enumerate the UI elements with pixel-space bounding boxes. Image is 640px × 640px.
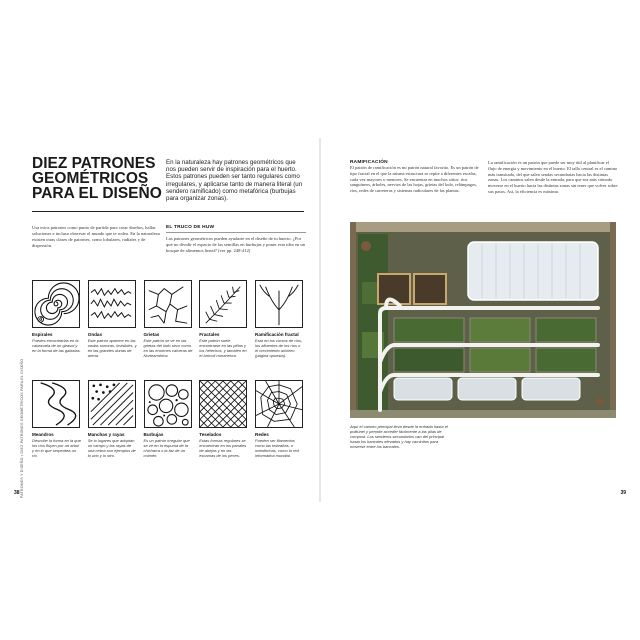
photo-caption: Aquí el camino principal lleva desde la entrada hasta el politúnel y permite acceder fácilmente a las pilas de compost. Los senderos secundarios van del principal hasta los bancales elevados y hay caminitos para moverse entre los bancales. <box>350 424 448 449</box>
section-heading: RAMIFICACIÓN <box>350 160 388 165</box>
title-line: GEOMÉTRICOS <box>32 170 149 187</box>
title-divider <box>32 211 304 212</box>
pattern-name: Fractales <box>199 332 220 337</box>
right-page <box>320 138 626 502</box>
pattern-name: Manchas y rayas <box>87 432 125 437</box>
fractal-fern-pattern-icon <box>199 280 247 328</box>
pattern-name: Burbujas <box>143 432 164 437</box>
meander-pattern-icon <box>32 380 80 428</box>
intro-paragraph: En la naturaleza hay patrones geométricos que nos pueden servir de inspiración para el huerto. Estos patrones pueden ser tanto regulares como irregulares, y aplicarse tanto de manera literal (un sendero ramificado) como metafórica (burbujas para organizar zonas). <box>166 159 303 203</box>
pattern-name: Meandros <box>32 432 54 437</box>
pattern-tile-waves <box>88 280 137 358</box>
section-body: El patrón de ramificación es mi patrón natural favorito. Es un patrón de tipo fractal en el que la misma estructura se repite a diferentes escalas, cada vez mayores o menores. Se encuentra en muchos sitios: ríos sanguíneos, árboles, nervios de las hojas, grietas del lodo, relámpagos, ríos, redes de carreteras y sistemas radiculares de las plantas. <box>350 165 479 194</box>
pattern-name: Espirales <box>32 332 53 337</box>
pattern-description: Se lo lugares que adoptan un campo y las rayas de una cebra son ejemplos de lo uno y lo otro. <box>87 438 136 458</box>
branching-column <box>350 160 480 194</box>
pattern-description: Este patrón aparece en las ondas sonoras, invisibles, y en las grandes dunas de arena. <box>87 338 137 358</box>
pattern-description: Puedes encontrarlas en la cabezuela de un girasol y en la forma de las galaxias. <box>32 338 81 353</box>
left-page <box>14 138 320 502</box>
lede-paragraph: Usa estos patrones como punto de partida para crear diseños, hallar soluciones e incluso observar el mundo que te rodea. En la naturaleza existen otras clases de patrones, como lobulares, radiales y de dispersión. <box>32 225 160 248</box>
title-line: PARA EL DISEÑO <box>32 185 162 202</box>
title-line: DIEZ PATRONES <box>32 155 156 172</box>
pattern-name: Grietas <box>143 332 160 337</box>
garden-aerial-photo <box>350 222 616 418</box>
spiral-pattern-icon <box>32 280 80 328</box>
pattern-tile-spots-stripes <box>88 380 137 458</box>
pattern-description: Este patrón suele encontrarse en las piñas y los helechos, y también en el brócoli romanesco. <box>199 338 247 358</box>
pattern-tile-branching <box>255 280 304 358</box>
pattern-description: Pueden ser filamentos como las telarañas, o metafóricas, como la red informática mundial. <box>255 438 299 458</box>
tip-heading: EL TRUCO DE HUW <box>166 225 306 233</box>
waves-pattern-icon <box>88 280 136 328</box>
pattern-tile-tessellations <box>199 380 248 458</box>
page-number: 38 <box>14 490 20 496</box>
running-header: PATRONES Y DISEÑO • DIEZ PATRONES GEOMÉTRICOS PARA EL DISEÑO <box>20 358 24 498</box>
section-body: La ramificación es un patrón que puede ser muy útil al planificar el flujo de energía y movimiento en el huerto. El tallo central es el camino más transitado, del que salen sendas secundarias hacia las distintas zonas. Los caminos salen desde la entrada, para que sea más cómodo moverse en el huerto hacia las distintas zonas sin tener que volver sobre sus pasos. Así, la eficiencia es máxima. <box>488 160 618 194</box>
pattern-name: Ramificación fractal <box>255 332 299 337</box>
pattern-description: Es un patrón irregular que se ve en la espuma de la chicharra o la faz de un colmén. <box>143 438 190 458</box>
pattern-tile-spirals <box>32 280 81 358</box>
cracks-pattern-icon <box>144 280 192 328</box>
pattern-name: Redes <box>255 432 269 437</box>
tip-body: Las patrones geométricos pueden ayudarte en el diseño de tu huerto. ¿Por qué no dividir el espacio de las semillas en burbujas y poner esta idea en un bosque de alimentos lineal? (ver pp. 248-412) <box>166 236 305 253</box>
pattern-description: Describe la forma en la que los ríos fluyen por un arbol y en lo que serpentea un río. <box>32 438 81 458</box>
branching-column-continued <box>488 160 618 195</box>
pattern-description: Estas formas regulares se encuentran en los panales de abejas y en las escamas de los peces. <box>199 438 247 458</box>
pattern-tile-cracks <box>144 280 193 358</box>
garden-aerial-illustration <box>350 222 616 418</box>
pattern-tile-bubbles <box>144 380 193 458</box>
tessellation-pattern-icon <box>199 380 247 428</box>
pattern-name: Ondas <box>87 332 103 337</box>
book-spread <box>14 138 626 502</box>
pattern-tile-meanders <box>32 380 81 458</box>
pattern-tile-fractals <box>199 280 248 358</box>
pattern-tile-webs <box>255 380 304 458</box>
page-title <box>32 156 162 201</box>
bubbles-pattern-icon <box>144 380 192 428</box>
web-pattern-icon <box>255 380 303 428</box>
pattern-row <box>32 380 304 458</box>
tip-box <box>166 225 306 254</box>
pattern-description: Está en los cursos de ríos, los afluentes de los ríos o el crecimiento arbóreo (página opuesta). <box>255 338 303 358</box>
pattern-description: Este patrón se ve en las grietas del lodo seco como en las enormes calveras de Norteamérica. <box>143 338 193 358</box>
pattern-name: Teselados <box>199 432 222 437</box>
branching-pattern-icon <box>255 280 303 328</box>
spots-stripes-pattern-icon <box>88 380 136 428</box>
page-number: 39 <box>620 490 626 496</box>
pattern-row <box>32 280 304 358</box>
